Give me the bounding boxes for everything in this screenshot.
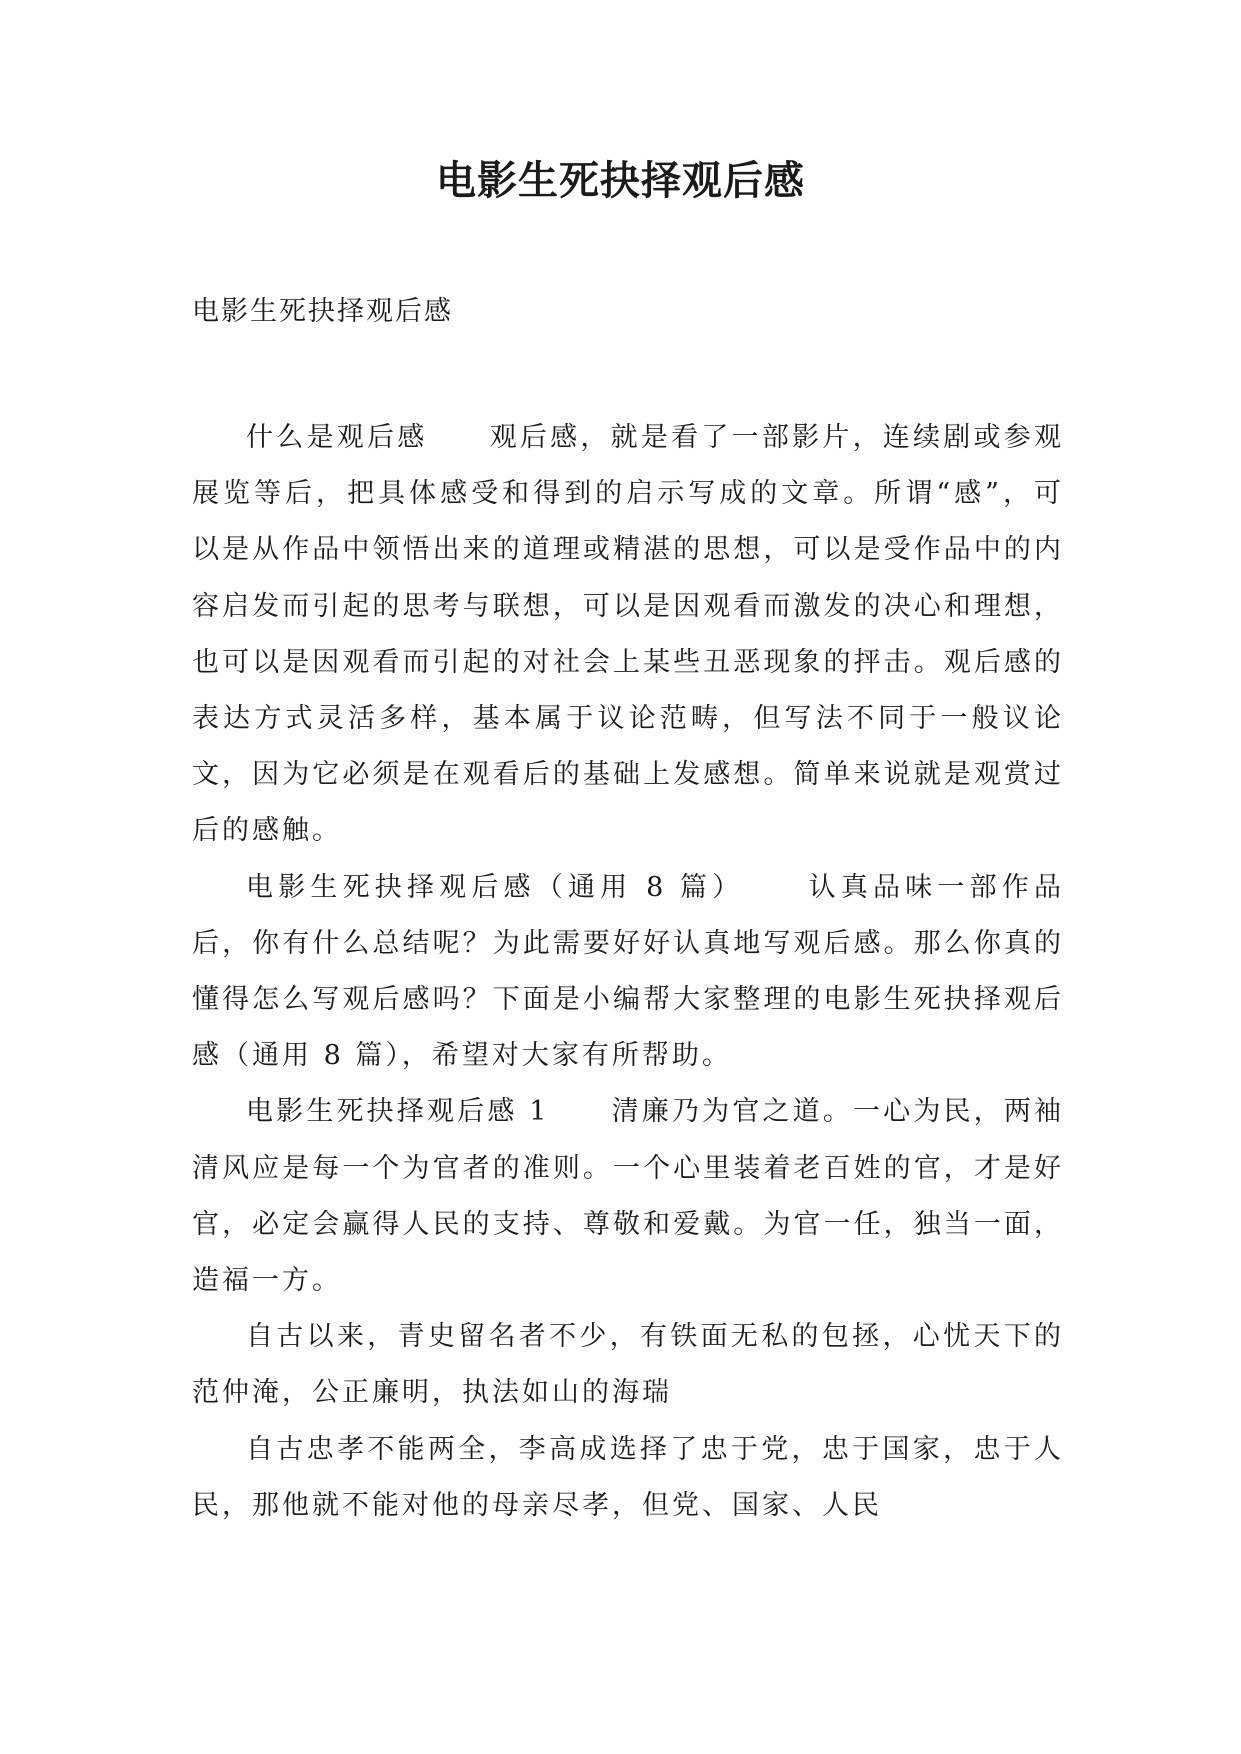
document-subtitle: 电影生死抉择观后感 <box>192 296 453 327</box>
paragraph-text: 认真品味一部作品后，你有什么总结呢？为此需要好好认真地写观后感。那么你真的懂得怎么写观后感吗？下面是小编帮大家整理的电影生死抉择观后感（通用 8 篇），希望对大家有所帮助。 <box>192 871 1065 1072</box>
document-body <box>192 410 1064 1534</box>
paragraph-lead: 电影生死抉择观后感 1 <box>246 1096 550 1128</box>
paragraph-2 <box>192 860 1064 1085</box>
paragraph-text: 清廉乃为官之道。一心为民，两袖清风应是每一个为官者的准则。一个心里装着老百姓的官，才是好官，必定会赢得人民的支持、尊敬和爱戴。为官一任，独当一面，造福一方。 <box>192 1096 1065 1297</box>
paragraph-4 <box>192 1309 1064 1421</box>
paragraph-lead: 电影生死抉择观后感（通用 8 篇） <box>246 871 745 903</box>
paragraph-lead: 什么是观后感 <box>246 422 428 453</box>
paragraph-3 <box>192 1084 1064 1309</box>
paragraph-text: 观后感，就是看了一部影片，连续剧或参观展览等后，把具体感受和得到的启示写成的文章。所谓“感”，可以是从作品中领悟出来的道理或精湛的思想，可以是受作品中的内容启发而引起的思考与联想，可以是因观看而激发的决心和理想，也可以是因观看而引起的对社会上某些丑恶现象的抨击。观后感的表达方式灵活多样，基本属于议论范畴，但写法不同于一般议论文，因为它必须是在观看后的基础上发感想。简单来说就是观赏过后的感触。 <box>192 422 1065 847</box>
document-title: 电影生死抉择观后感 <box>436 158 805 204</box>
paragraph-5 <box>192 1422 1064 1534</box>
paragraph-text: 自古以来，青史留名者不少，有铁面无私的包拯，心忧天下的范仲淹，公正廉明，执法如山的海瑞 <box>192 1321 1064 1409</box>
paragraph-1 <box>192 410 1064 860</box>
paragraph-text: 自古忠孝不能两全，李高成选择了忠于党，忠于国家，忠于人民，那他就不能对他的母亲尽孝，但党、国家、人民 <box>192 1433 1064 1521</box>
